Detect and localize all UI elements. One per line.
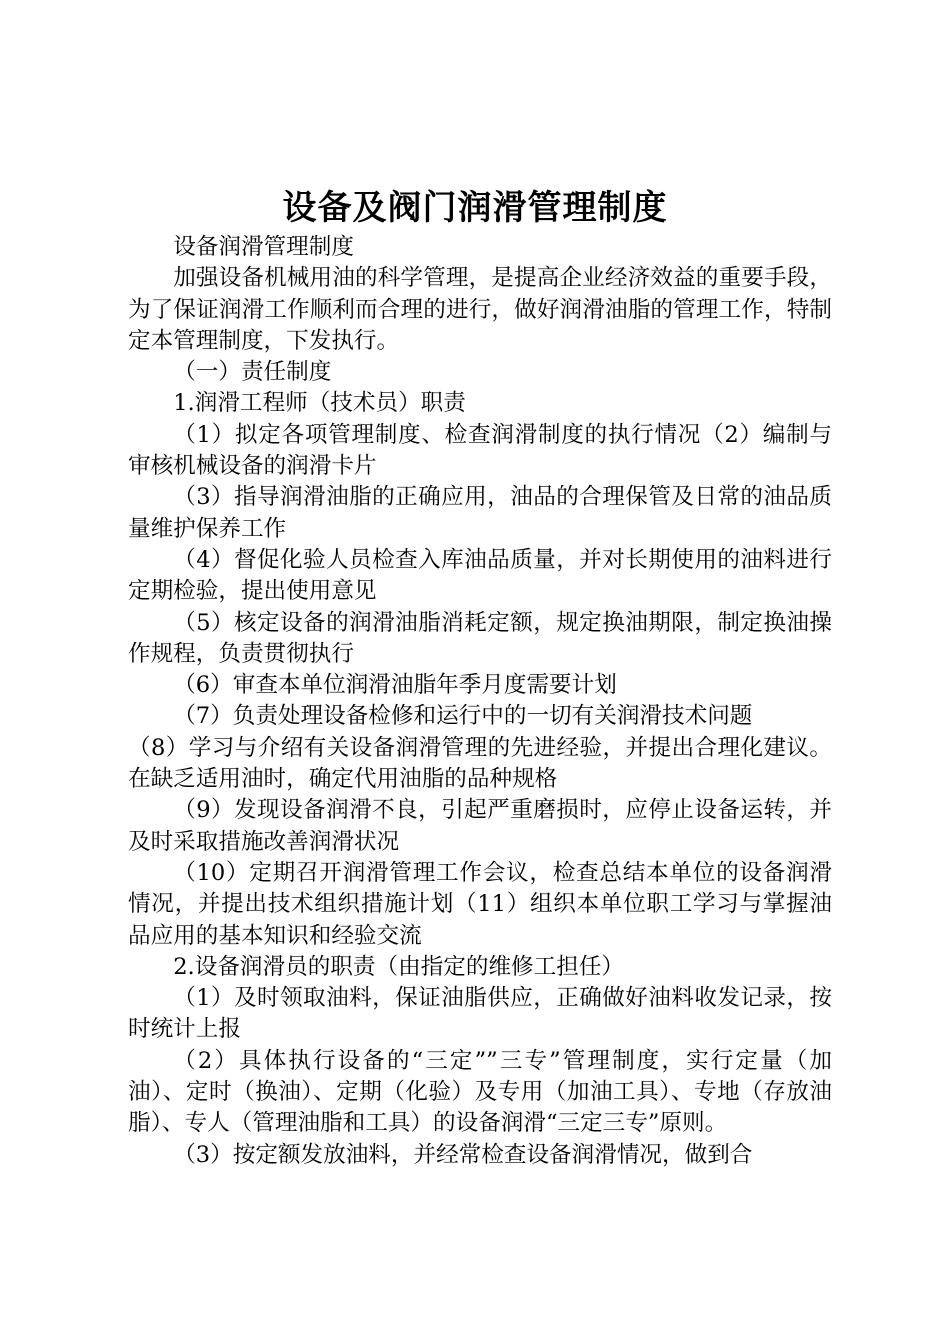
paragraph: （1）及时领取油料，保证油脂供应，正确做好油料收发记录，按时统计上报 [128, 985, 832, 1043]
paragraph: （4）督促化验人员检查入库油品质量，并对长期使用的油料进行定期检验，提出使用意见 [128, 546, 832, 605]
paragraph: （10）定期召开润滑管理工作会议，检查总结本单位的设备润滑情况，并提出技术组织措施计划（11）组织本单位职工学习与掌握油品应用的基本知识和经验交流 [128, 859, 832, 949]
paragraph: 加强设备机械用油的科学管理，是提高企业经济效益的重要手段，为了保证润滑工作顺利而合理的进行，做好润滑油脂的管理工作，特制定本管理制度，下发执行。 [128, 265, 832, 354]
document-title: 设备及阀门润滑管理制度 [282, 188, 668, 228]
paragraph: （8）学习与介绍有关设备润滑管理的先进经验，并提出合理化建议。在缺乏适用油时，确定代用油脂的品种规格 [128, 734, 832, 793]
paragraph: （2）具体执行设备的“三定””三专”管理制度，实行定量（加油）、定时（换油）、定期（化验）及专用（加油工具）、专地（存放油脂）、专人（管理油脂和工具）的设备润滑“三定三专”原则。 [128, 1047, 832, 1137]
paragraph: （5）核定设备的润滑油脂消耗定额，规定换油期限，制定换油操作规程，负责贯彻执行 [128, 609, 832, 667]
paragraph: （3）指导润滑油脂的正确应用，油品的合理保管及日常的油品质量维护保养工作 [128, 484, 832, 542]
paragraph: （9）发现设备润滑不良，引起严重磨损时，应停止设备运转，并及时采取措施改善润滑状况 [128, 797, 832, 855]
paragraph: 设备润滑管理制度 [173, 234, 354, 260]
document-body [128, 232, 832, 1171]
paragraph: 1.润滑工程师（技术员）职责 [173, 390, 466, 417]
paragraph: 2.设备润滑员的职责（由指定的维修工担任） [173, 953, 625, 980]
paragraph: （3）按定额发放油料，并经常检查设备润滑情况，做到合 [173, 1141, 753, 1168]
paragraph: （7）负责处理设备检修和运行中的一切有关润滑技术问题 [173, 703, 753, 730]
paragraph: （一）责任制度 [173, 359, 332, 386]
paragraph: （6）审查本单位润滑油脂年季月度需要计划 [173, 672, 617, 699]
paragraph: （1）拟定各项管理制度、检查润滑制度的执行情况（2）编制与审核机械设备的润滑卡片 [128, 421, 832, 480]
